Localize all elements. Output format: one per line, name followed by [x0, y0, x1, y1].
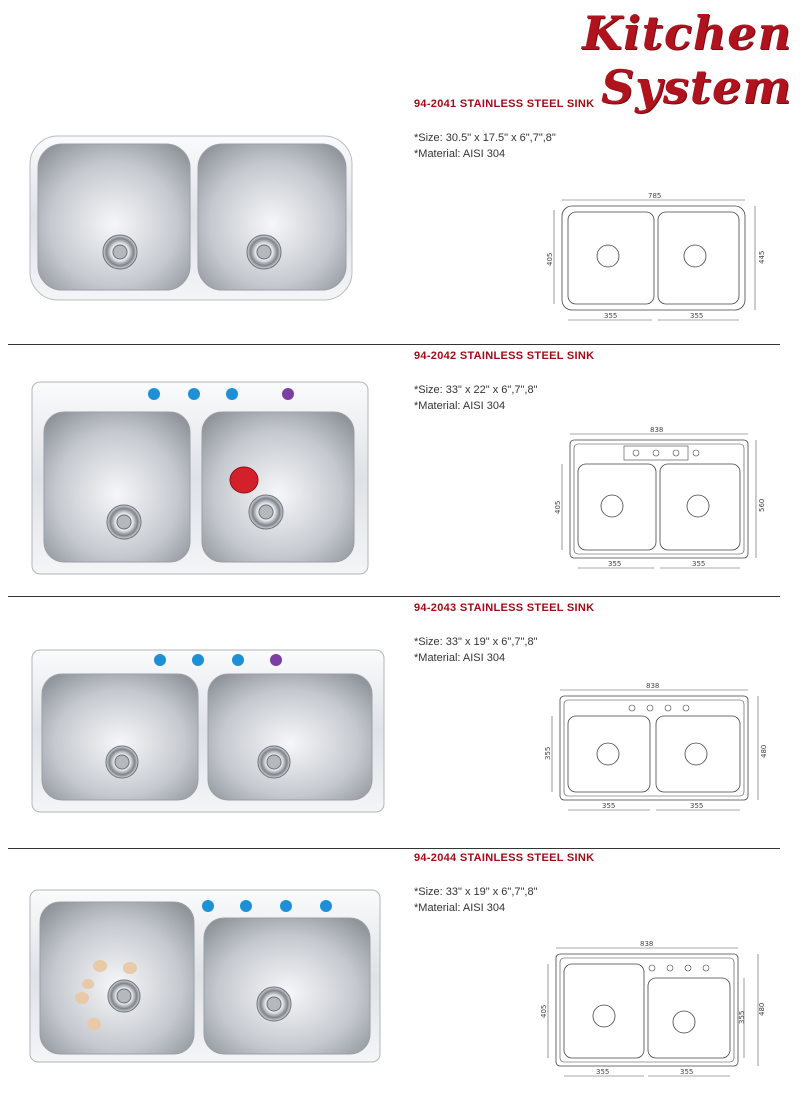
sink-photo — [28, 134, 354, 302]
dim-width-label: 838 — [650, 426, 664, 434]
product-title: 94-2041 STAINLESS STEEL SINK — [414, 98, 595, 110]
dim-left-label: 405 — [554, 500, 562, 514]
dim-left-label: 355 — [544, 746, 552, 760]
dimension-drawing — [534, 940, 774, 1090]
dim-left-label: 405 — [546, 252, 554, 266]
dim-bowl2-label: 355 — [680, 1068, 694, 1076]
dimension-drawing — [540, 190, 780, 340]
product-size: *Size: 33" x 22" x 6",7",8" — [414, 384, 538, 396]
dimension-drawing — [548, 426, 778, 578]
dim-bowl2-label: 355 — [690, 312, 704, 320]
dimension-drawing — [538, 682, 778, 832]
dim-bowl1-label: 355 — [604, 312, 618, 320]
product-material: *Material: AISI 304 — [414, 148, 506, 160]
dim-right-label: 480 — [760, 744, 768, 758]
product-title: 94-2044 STAINLESS STEEL SINK — [414, 852, 595, 864]
dim-right-label: 560 — [758, 498, 766, 512]
brand-title: Kitchen System — [582, 6, 792, 114]
dim-bowl2-label: 355 — [692, 560, 706, 568]
dim-bowl1-label: 355 — [602, 802, 616, 810]
product-94-2043 — [0, 596, 800, 846]
dim-right-label: 480 — [758, 1002, 766, 1016]
product-material: *Material: AISI 304 — [414, 400, 506, 412]
product-94-2042 — [0, 344, 800, 594]
product-material: *Material: AISI 304 — [414, 902, 506, 914]
sink-photo — [28, 888, 382, 1064]
dim-left-label: 405 — [540, 1004, 548, 1018]
sink-photo — [30, 648, 386, 814]
dim-bowl2-label: 355 — [690, 802, 704, 810]
product-material: *Material: AISI 304 — [414, 652, 506, 664]
sink-photo — [30, 380, 370, 576]
dim-right-label: 445 — [758, 250, 766, 264]
product-title: 94-2043 STAINLESS STEEL SINK — [414, 602, 595, 614]
dim-width-label: 785 — [648, 192, 662, 200]
dim-width-label: 838 — [646, 682, 660, 690]
dim-right-inner-label: 355 — [738, 1010, 746, 1024]
product-size: *Size: 33" x 19" x 6",7",8" — [414, 636, 538, 648]
dim-bowl1-label: 355 — [596, 1068, 610, 1076]
product-size: *Size: 33" x 19" x 6",7",8" — [414, 886, 538, 898]
product-title: 94-2042 STAINLESS STEEL SINK — [414, 350, 595, 362]
product-94-2041 — [0, 90, 800, 340]
product-size: *Size: 30.5" x 17.5" x 6",7",8" — [414, 132, 556, 144]
dim-width-label: 838 — [640, 940, 654, 948]
dim-bowl1-label: 355 — [608, 560, 622, 568]
product-94-2044 — [0, 848, 800, 1098]
